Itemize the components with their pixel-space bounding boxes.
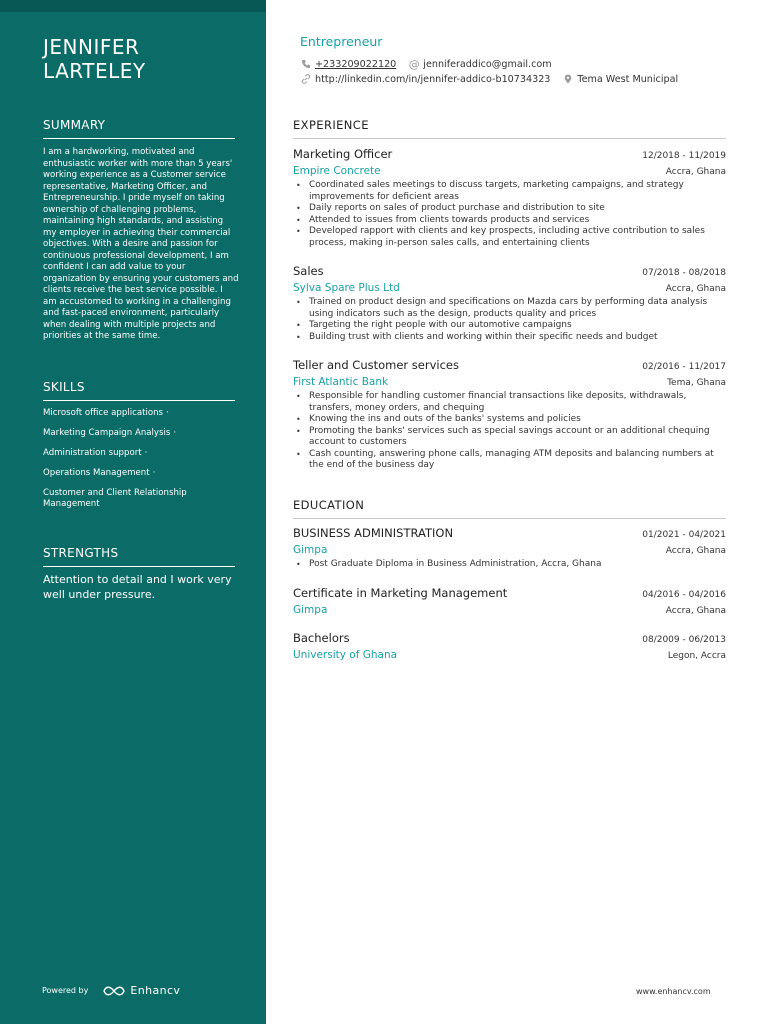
company-name: First Atlantic Bank [293,376,389,388]
link-icon [300,73,312,85]
degree-title: BUSINESS ADMINISTRATION [293,526,454,540]
job-bullet: • Cash counting, answering phone calls, managing ATM deposits and balancing numbers at the end of the business day [309,449,726,472]
skills-list [43,408,239,519]
job-bullet: • Daily reports on sales of product purchase and distribution to site [309,203,726,215]
job-dates: 07/2018 - 08/2018 [642,268,726,278]
skill-item: Microsoft office applications · [43,408,169,418]
job-bullets [293,391,726,472]
experience-heading: EXPERIENCE [293,118,726,139]
school-name: Gimpa [293,604,328,616]
headline: Entrepreneur [300,34,383,49]
strengths-heading: STRENGTHS [43,546,235,567]
job-bullet: • Coordinated sales meetings to discuss targets, marketing campaigns, and strategy improvements for deficient areas [309,180,726,203]
company-name: Sylva Spare Plus Ltd [293,282,400,294]
sidebar [0,0,266,1024]
powered-by [42,984,180,997]
job-bullet: • Promoting the banks' services such as special savings account or an additional chequing account to customers [309,426,726,449]
skills-heading: SKILLS [43,380,235,401]
school-name: University of Ghana [293,649,398,661]
job-bullet: • Developed rapport with clients and key prospects, including active contribution to sales process, making in-person sales calls, and entertaining clients [309,226,726,249]
school-location: Legon, Accra [667,651,726,661]
skill-item: Marketing Campaign Analysis · [43,428,177,438]
school-location: Accra, Ghana [665,546,726,556]
job-location: Accra, Ghana [665,167,726,177]
education-dates: 01/2021 - 04/2021 [642,530,726,540]
summary-text: I am a hardworking, motivated and enthusiastic worker with more than 5 years' working experience as a Customer service representative, Marketing Officer, and Entrepreneurship. I pride myself on taking ownership of challenging problems, maintaining high standards, and assisting my employer in achieving their commercial objectives. With a desire and passion for continuous professional development, I am confident I can add value to your organization by ensuring your customers and clients receive the best service possible. I am accustomed to working in a challenging and fast-paced environment, particularly when dealing with multiple projects and priorities at the same time. [43,147,239,341]
education-bullets [293,559,726,571]
strengths-text: Attention to detail and I work very well under pressure. [43,573,232,601]
education-entry [293,631,726,661]
location [562,73,678,85]
at-icon: @ [408,57,420,71]
brand-name: Enhancv [130,984,181,997]
job-bullets [293,297,726,343]
job-title: Marketing Officer [293,147,393,161]
experience-entry [293,147,726,249]
contact-row-2 [300,73,690,85]
degree-title: Certificate in Marketing Management [293,586,508,600]
summary-heading: SUMMARY [43,118,235,139]
school-name: Gimpa [293,544,328,556]
education-bullet: • Post Graduate Diploma in Business Administration, Accra, Ghana [309,559,726,571]
skill-item: Administration support · [43,448,148,458]
job-title: Sales [293,264,324,278]
skill-item: Customer and Client Relationship Management [43,488,187,509]
education-entry [293,586,726,616]
job-bullet: • Building trust with clients and working within their specific needs and budget [309,332,726,344]
education-entry [293,526,726,571]
job-bullet: • Trained on product design and specifications on Mazda cars by performing data analysis using indicators such as the design, products quality and prices [309,297,726,320]
job-bullet: • Knowing the ins and outs of the banks' systems and policies [309,414,726,426]
job-bullet: • Targeting the right people with our automotive campaigns [309,320,726,332]
last-name: LARTELEY [43,59,146,83]
job-location: Accra, Ghana [665,284,726,294]
footer-url[interactable]: www.enhancv.com [636,987,711,996]
sidebar-top-strip [0,0,266,12]
job-location: Tema, Ghana [667,378,726,388]
job-title: Teller and Customer services [293,358,459,372]
experience-entry [293,358,726,472]
job-bullet: • Responsible for handling customer financial transactions like deposits, withdrawals, transfers, money orders, and chequing [309,391,726,414]
location-text: Tema West Municipal [577,73,679,85]
job-dates: 12/2018 - 11/2019 [642,151,726,161]
phone-number: +233209022120 [315,58,397,70]
phone-icon [300,58,312,70]
enhancv-logo-icon [102,985,126,997]
company-name: Empire Concrete [293,165,381,177]
job-bullet: • Attended to issues from clients towards products and services [309,215,726,227]
contact-row-1 [300,58,564,70]
job-dates: 02/2016 - 11/2017 [642,362,726,372]
phone[interactable] [300,58,396,70]
education-dates: 08/2009 - 06/2013 [642,635,726,645]
enhancv-logo[interactable] [102,984,180,997]
education-heading: EDUCATION [293,498,726,519]
degree-title: Bachelors [293,631,350,645]
education-dates: 04/2016 - 04/2016 [642,590,726,600]
linkedin-url: http://linkedin.com/in/jennifer-addico-b10734323 [315,73,551,85]
linkedin[interactable] [300,73,550,85]
main-content [293,0,726,1024]
email[interactable] [408,58,551,70]
powered-by-label: Powered by [42,986,89,995]
school-location: Accra, Ghana [665,606,726,616]
location-pin-icon [562,73,574,85]
experience-entry [293,264,726,343]
candidate-name [43,35,243,83]
first-name: JENNIFER [43,35,140,59]
job-bullets [293,180,726,249]
skill-item: Operations Management · [43,468,156,478]
email-address: jenniferaddico@gmail.com [423,58,552,70]
